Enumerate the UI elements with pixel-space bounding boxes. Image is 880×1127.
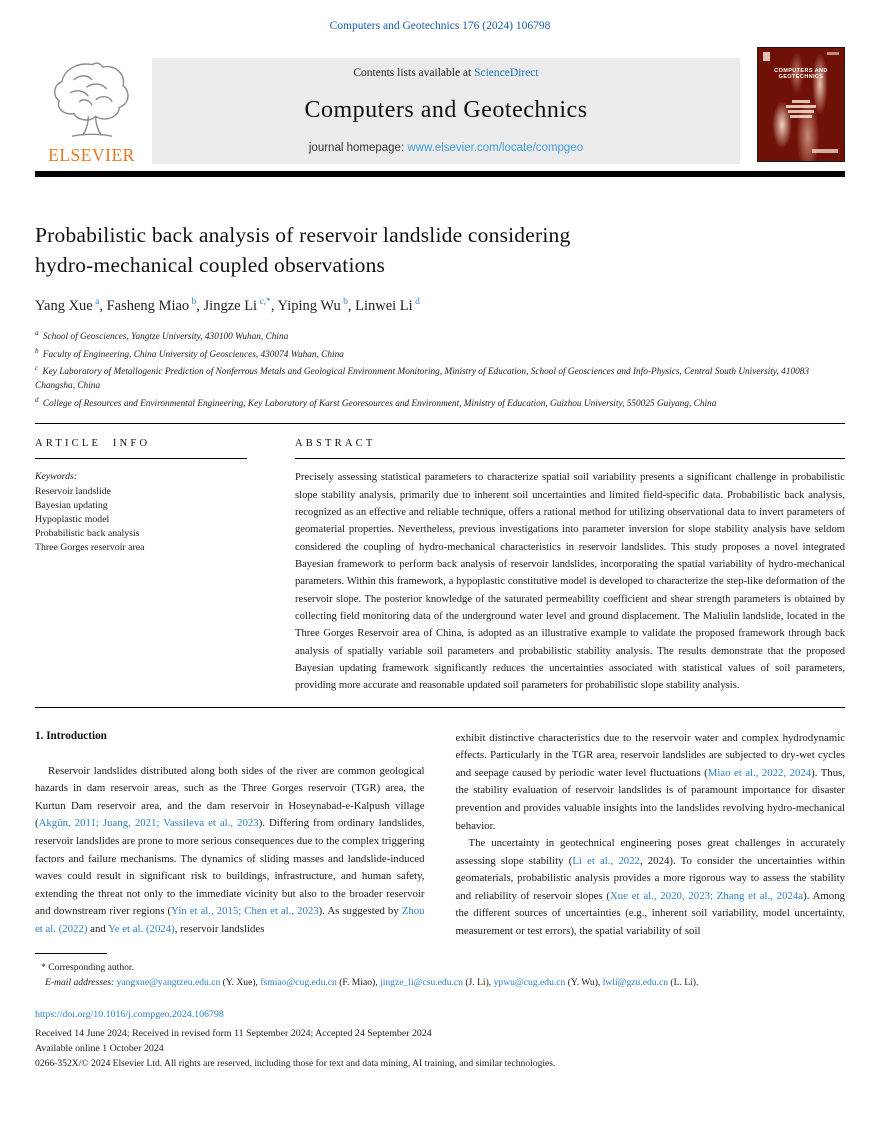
footnote-block [35,953,845,990]
affiliation-c [35,362,845,393]
contents-list-line [152,67,740,79]
keyword: Bayesian updating [35,499,108,511]
introduction-paragraph-left: Reservoir landslides distributed along both sides of the river are common geological hazards in dam reservoir areas, such as the Three Gorges reservoir (TGR) area, the Kurtun Dam reservoir area, and the dam reservoir in Hoseynabad-e-Kalpush village (Akgün, 2011; Juang, 2021; Vassileva et al., 2023). Differing from ordinary landslides, reservoir landslides are prone to more serious consequences due to the complex triggering factors and failure mechanisms. The dynamics of sliding masses and landslide-induced waves could result in significant risk to buildings, infrastructure, and human safety, extending the threat not only to the immediate vicinity but also to the broader reservoir and downstream river regions (Yin et al., 2015; Chen et al., 2023). As suggested by Zhou et al. (2022) and Ye et al. (2024), reservoir landslides [35,764,425,935]
cover-editor-line [792,100,810,103]
info-abstract-section [35,424,845,694]
homepage-prefix-text: journal homepage: [308,142,408,154]
cover-editor-line [788,110,814,113]
email-addresses-line: E-mail addresses: yangxue@yangtzeu.edu.cn (Y. Xue), fsmiao@cug.edu.cn (F. Miao), jingze_li@csu.edu.cn (J. Li), ypwu@cug.edu.cn (Y. Wu), lwli@gzu.edu.cn (L. Li). [45,976,699,988]
footer-block [35,1007,845,1071]
available-online-line: Available online 1 October 2024 [35,1042,164,1054]
received-dates-line: Received 14 June 2024; Received in revised form 11 September 2024; Accepted 24 September 2024 [35,1027,432,1039]
corresponding-author-note: * Corresponding author. [41,962,134,974]
affiliation-text: College of Resources and Environmental Engineering, Key Laboratory of Karst Georesources and Environment, Ministry of Education, Guizhou University, 550025 Guiyang, China [42,398,717,409]
journal-homepage-link[interactable]: www.elsevier.com/locate/compgeo [407,142,584,154]
journal-homepage-line [152,142,740,154]
journal-cover-thumbnail[interactable] [757,47,845,162]
cover-editor-line [790,115,812,118]
article-title [35,220,845,280]
introduction-paragraph-right-1: exhibit distinctive characteristics due to the reservoir water and complex hydrodynamic effects. Particularly in the TGR area, reservoir landslides are subjected to dry-wet cycles and seepage caused by periodic water level fluctuations (Miao et al., 2022, 2024). Thus, the stability evaluation of reservoir landslides is of paramount importance for disaster prevention and provides valuable insights into the landslides revolving hydro-mechanical behavior. [455,731,845,832]
cover-title-text: COMPUTERS AND GEOTECHNICS [774,68,828,80]
banner-center-panel [152,58,740,164]
affiliation-text: Faculty of Engineering, China University of Geosciences, 430074 Wuhan, China [42,349,344,360]
introduction-heading: 1. Introduction [35,729,107,742]
affiliation-d [35,394,845,412]
doi-link[interactable]: https://doi.org/10.1016/j.compgeo.2024.106798 [35,1009,224,1021]
keyword: Hypoplastic model [35,513,110,525]
article-info-heading: ARTICLE INFO [35,438,151,450]
keyword: Three Gorges reservoir area [35,542,145,554]
article-title-line2: hydro-mechanical coupled observations [35,253,386,277]
affiliation-b [35,345,845,363]
journal-title: Computers and Geotechnics [304,97,588,123]
author-list: Yang Xue $^a$, Fasheng Miao $^b$, Jingze Li $^{c,*}$, Yiping Wu $^b$, Linwei Li $^d$ [35,297,420,314]
left-column [35,730,425,941]
cover-issue-mark [827,52,839,55]
keyword: Reservoir landslide [35,485,111,497]
cover-logo-mark [763,52,770,61]
sciencedirect-link[interactable]: ScienceDirect [474,67,539,79]
affiliation-text: School of Geosciences, Yangtze University, 430100 Wuhan, China [42,332,289,343]
keyword: Probabilistic back analysis [35,528,140,540]
affiliation-marker: c [35,364,39,373]
abstract-heading: ABSTRACT [295,438,376,450]
contents-prefix-text: Contents lists available at [353,67,475,79]
banner-divider-bar [35,171,845,177]
affiliations [35,327,845,411]
heading-rule [295,458,845,459]
article-info-column [35,438,267,694]
footnote-rule [35,953,107,954]
introduction-section [35,730,845,941]
elsevier-tree-icon [46,60,138,145]
affiliation-marker: b [35,346,39,355]
abstract-bottom-rule [35,707,845,708]
abstract-column [295,438,845,694]
elsevier-wordmark: ELSEVIER [48,144,135,165]
article-title-line1: Probabilistic back analysis of reservoir landslide considering [35,223,571,247]
cover-publisher-mark [812,149,838,153]
journal-banner [35,58,845,164]
affiliation-marker: a [35,329,39,337]
abstract-text: Precisely assessing statistical parameters to characterize spatial soil variability presents a significant challenge in probabilistic slope stability analysis, primarily due to inherent soil uncertainties and limited field-specific data. Probabilistic back analysis, recognized as an effective and reliable technique, offers a rational method for utilizing observational data to invert parameters of geomaterial properties. Nevertheless, previous investigations into parameter inversion for slope stability analysis have seldom considered the coupling of hydro-mechanical characteristics in reservoir landslides. This study proposes a novel integrated Bayesian framework to perform back analysis of reservoir landslides, incorporating the spatial variability of hydro-mechanical parameters. Within this framework, a hypoplastic constitutive model is developed to characterize the step-like deformation of the reservoir slope. The posterior knowledge of the saturated permeability coefficient and shear strength parameters is obtained by collecting field monitoring data of the underground water level and ground displacement. The Maliulin landslide, located in the Three Gorges Reservoir area of China, is adopted as an illustrative example to validate the proposed framework through back analysis of spatially variable soil parameters and probabilistic stability analysis. The results demonstrate that the proposed Bayesian updating framework significantly reduces the uncertainties associated with statistical values of soil parameters, providing more accurate and reasonable updated soil parameters for probabilistic slope stability analysis. [295,472,845,692]
copyright-line: 0266-352X/© 2024 Elsevier Ltd. All rights are reserved, including those for text and data mining, AI training, and similar technologies. [35,1057,556,1069]
elsevier-logo[interactable] [35,58,152,164]
heading-rule [35,458,247,459]
right-column [456,730,846,941]
affiliation-text: Key Laboratory of Metallogenic Prediction of Nonferrous Metals and Geological Environment Monitoring, Ministry of Education, School of Geosciences and Info-Physics, Central South University, 410083 Changsha, China [35,367,810,392]
affiliation-marker: d [35,395,39,404]
cover-editor-line [786,105,816,108]
introduction-paragraph-right-2: The uncertainty in geotechnical engineering poses great challenges in accurately assessing slope stability (Li et al., 2022, 2024). To consider the uncertainties within geomaterials, probabilistic analysis provides a more rigorous way to assess the stability and reliability of reservoir slopes (Xue et al., 2020, 2023; Zhang et al., 2024a). Among the different sources of uncertainties (e.g., inherent soil variability, model uncertainty, measurement or test errors), the spatial variability of soil [455,837,845,937]
keywords-label: Keywords: [35,471,78,483]
journal-citation-link[interactable]: Computers and Geotechnics 176 (2024) 106798 [329,20,551,32]
affiliation-a [35,327,845,345]
